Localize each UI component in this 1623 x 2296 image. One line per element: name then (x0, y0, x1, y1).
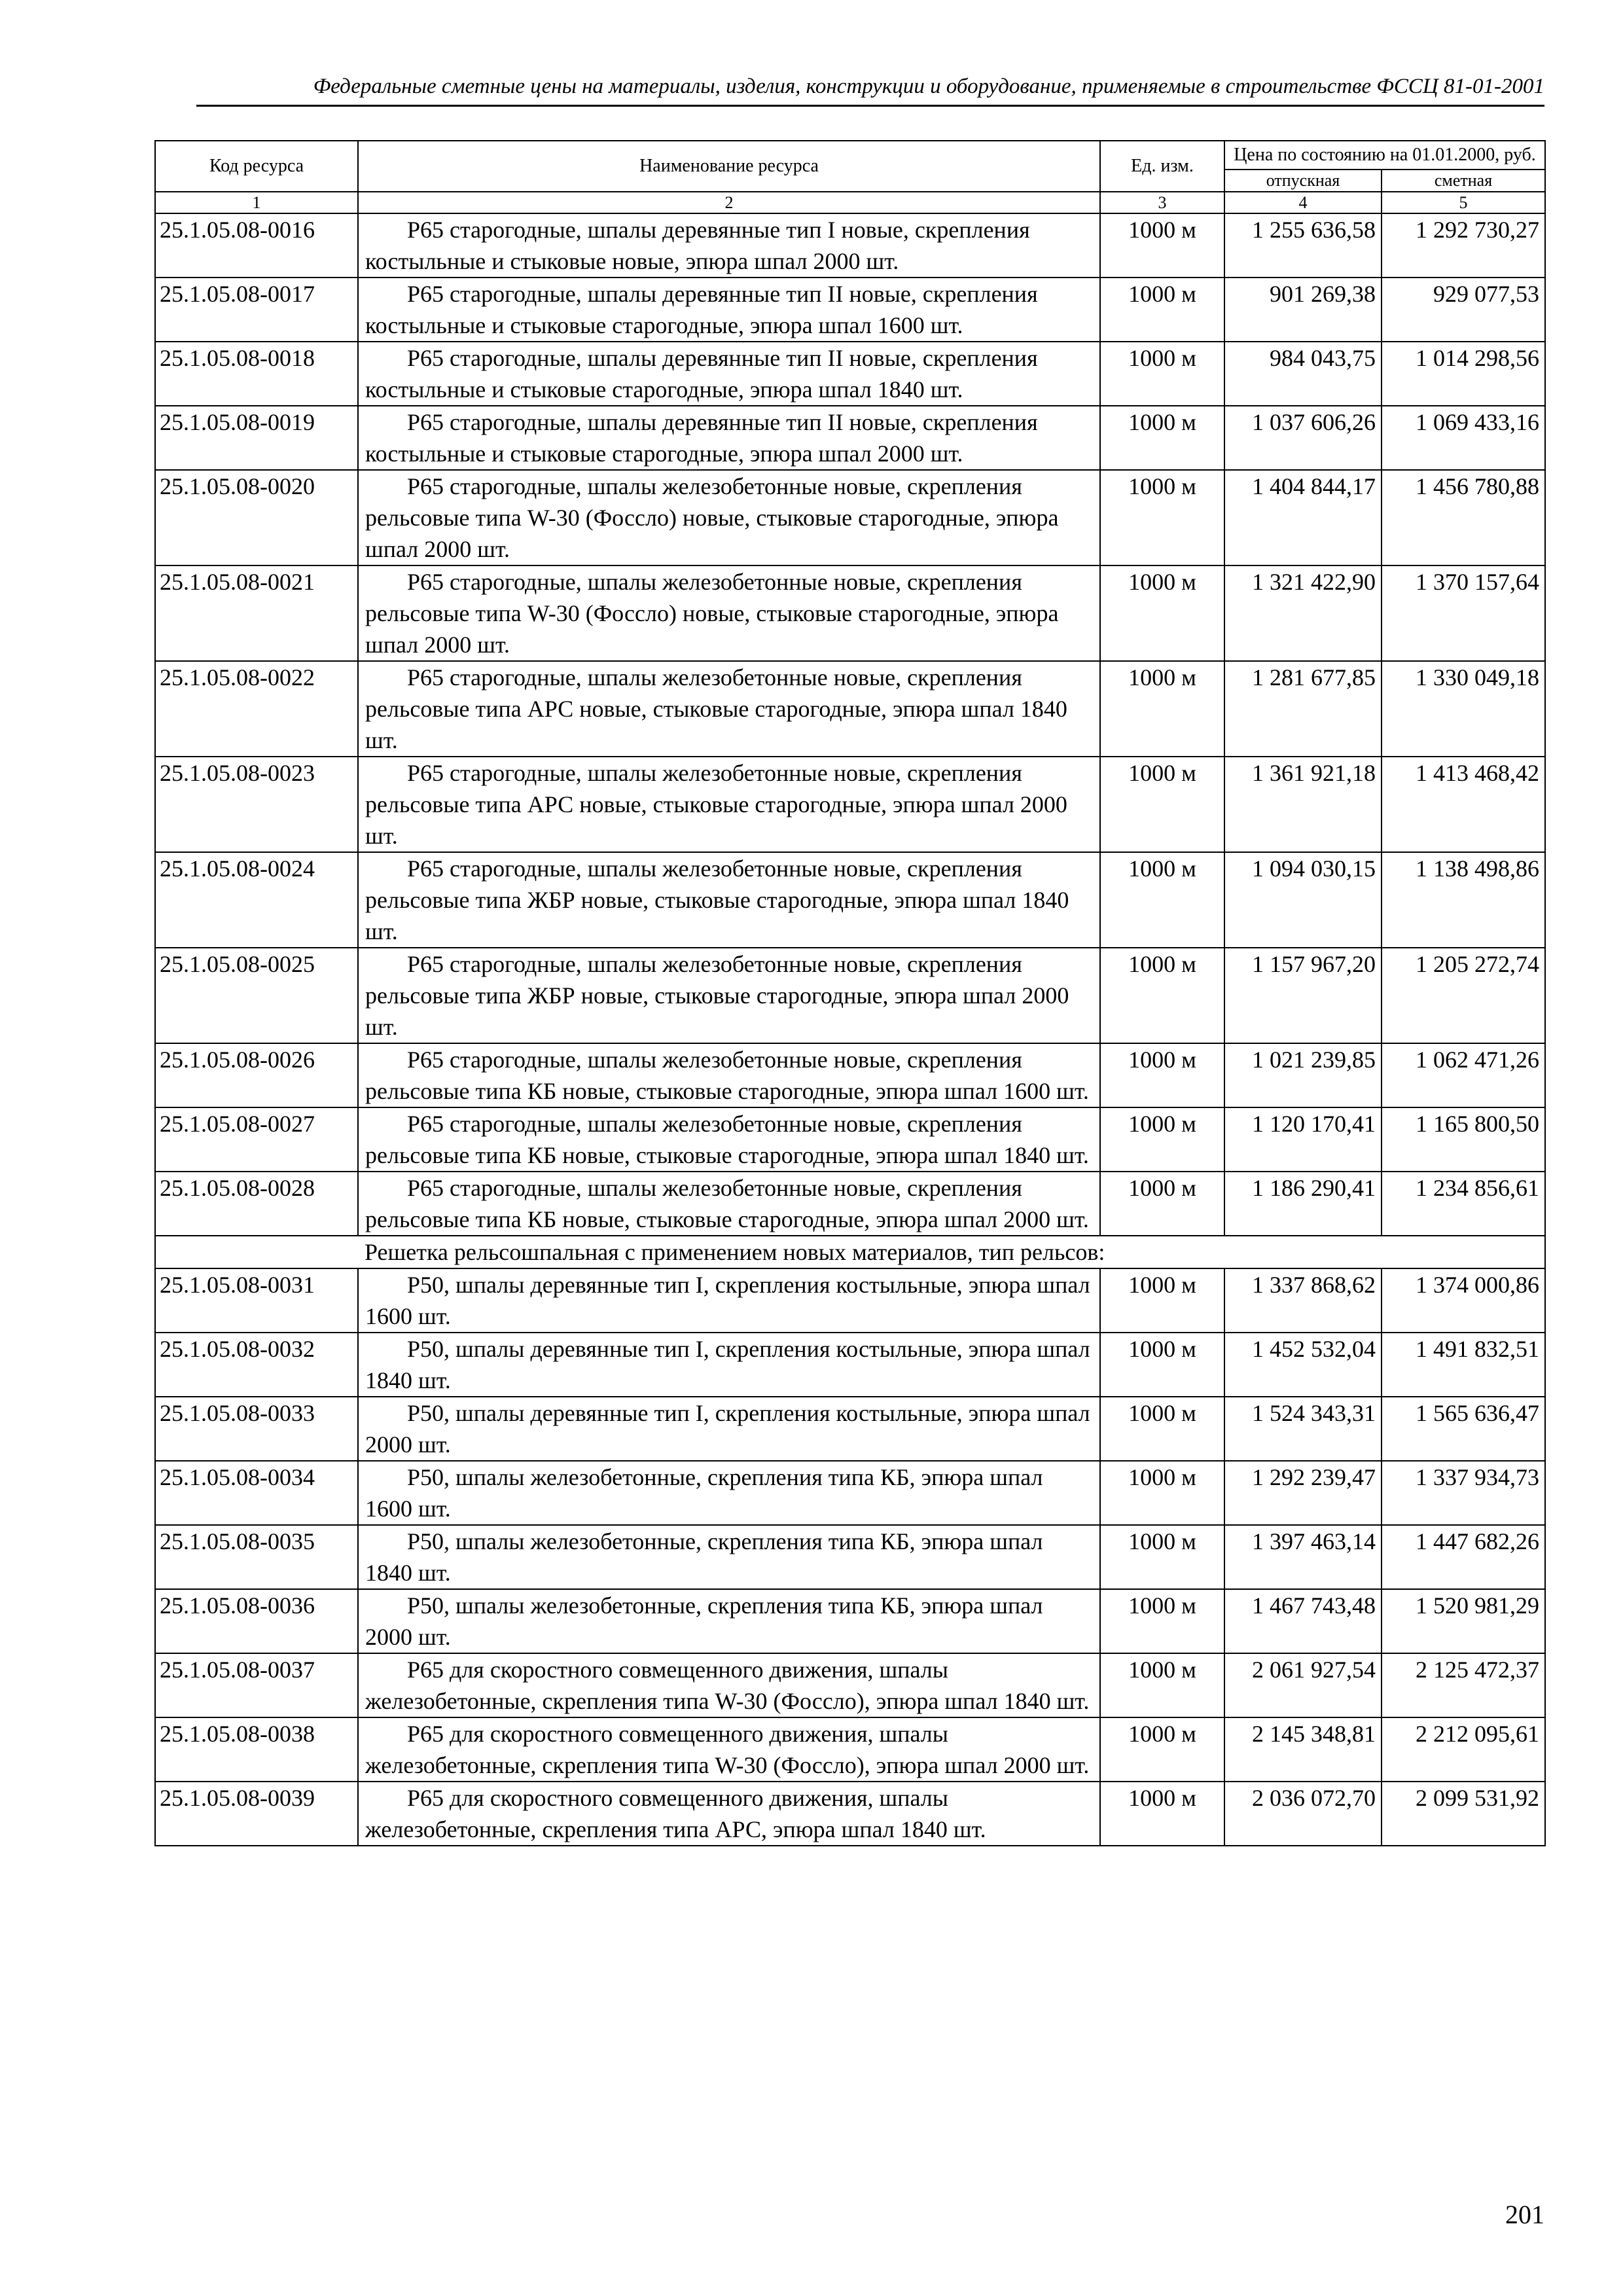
resource-name (358, 1397, 1100, 1461)
unit-of-measure: 1000 м (1100, 1782, 1224, 1846)
resource-code: 25.1.05.08-0024 (155, 852, 358, 948)
resource-name (358, 1717, 1100, 1782)
estimate-price: 1 456 780,88 (1382, 470, 1545, 565)
table-row (155, 406, 1545, 470)
table-row (155, 278, 1545, 342)
resource-name-text: Р65 старогодные, шпалы железобетонные новые, скрепления рельсовые типа АРС новые, стыковые старогодные, эпюра шпал 1840 шт. (365, 664, 1067, 753)
resource-code: 25.1.05.08-0035 (155, 1525, 358, 1589)
release-price: 1 281 677,85 (1224, 661, 1382, 757)
estimate-price: 2 099 531,92 (1382, 1782, 1545, 1846)
estimate-price: 1 165 800,50 (1382, 1107, 1545, 1172)
release-price: 1 120 170,41 (1224, 1107, 1382, 1172)
resource-code: 25.1.05.08-0017 (155, 278, 358, 342)
resource-name (358, 342, 1100, 406)
unit-of-measure: 1000 м (1100, 1043, 1224, 1107)
resource-name (358, 1782, 1100, 1846)
table-row (155, 470, 1545, 565)
table-row (155, 948, 1545, 1043)
release-price: 1 452 532,04 (1224, 1333, 1382, 1397)
unit-of-measure: 1000 м (1100, 1268, 1224, 1333)
resource-code: 25.1.05.08-0025 (155, 948, 358, 1043)
resource-code: 25.1.05.08-0034 (155, 1461, 358, 1525)
release-price: 1 467 743,48 (1224, 1589, 1382, 1653)
unit-of-measure: 1000 м (1100, 1107, 1224, 1172)
unit-of-measure: 1000 м (1100, 213, 1224, 278)
release-price: 1 404 844,17 (1224, 470, 1382, 565)
resource-name (358, 406, 1100, 470)
estimate-price: 1 330 049,18 (1382, 661, 1545, 757)
col-number-2: 2 (358, 192, 1100, 213)
resource-name-text: Р50, шпалы деревянные тип I, скрепления костыльные, эпюра шпал 1600 шт. (365, 1272, 1090, 1329)
resource-name (358, 565, 1100, 661)
table-row (155, 565, 1545, 661)
resource-code: 25.1.05.08-0037 (155, 1653, 358, 1717)
col-header-code: Код ресурса (155, 141, 358, 192)
resource-name (358, 1268, 1100, 1333)
table-row (155, 1589, 1545, 1653)
header-rule (196, 105, 1544, 107)
unit-of-measure: 1000 м (1100, 1172, 1224, 1236)
resource-code: 25.1.05.08-0039 (155, 1782, 358, 1846)
resource-name-text: Р65 старогодные, шпалы железобетонные новые, скрепления рельсовые типа ЖБР новые, стыковые старогодные, эпюра шпал 1840 шт. (365, 855, 1069, 944)
resource-name-text: Р65 старогодные, шпалы деревянные тип II новые, скрепления костыльные и стыковые старогодные, эпюра шпал 2000 шт. (365, 409, 1038, 467)
table-row (155, 852, 1545, 948)
resource-name (358, 470, 1100, 565)
col-header-estimate: сметная (1382, 170, 1545, 192)
unit-of-measure: 1000 м (1100, 757, 1224, 852)
table-row (155, 1525, 1545, 1589)
col-number-4: 4 (1224, 192, 1382, 213)
resource-name-text: Р65 старогодные, шпалы деревянные тип II новые, скрепления костыльные и стыковые старогодные, эпюра шпал 1600 шт. (365, 281, 1038, 338)
col-header-name: Наименование ресурса (358, 141, 1100, 192)
resource-code: 25.1.05.08-0032 (155, 1333, 358, 1397)
release-price: 1 292 239,47 (1224, 1461, 1382, 1525)
release-price: 1 397 463,14 (1224, 1525, 1382, 1589)
resource-name-text: Р50, шпалы железобетонные, скрепления типа КБ, эпюра шпал 1840 шт. (365, 1528, 1043, 1586)
unit-of-measure: 1000 м (1100, 948, 1224, 1043)
estimate-price: 1 565 636,47 (1382, 1397, 1545, 1461)
resource-name-text: Р65 старогодные, шпалы железобетонные новые, скрепления рельсовые типа ЖБР новые, стыковые старогодные, эпюра шпал 2000 шт. (365, 951, 1069, 1040)
table-row (155, 1333, 1545, 1397)
resource-name (358, 661, 1100, 757)
page-number: 201 (1505, 2200, 1544, 2229)
estimate-price: 1 062 471,26 (1382, 1043, 1545, 1107)
estimate-price: 1 014 298,56 (1382, 342, 1545, 406)
estimate-price: 1 292 730,27 (1382, 213, 1545, 278)
estimate-price: 1 447 682,26 (1382, 1525, 1545, 1589)
unit-of-measure: 1000 м (1100, 1333, 1224, 1397)
resource-name (358, 1107, 1100, 1172)
resource-name-text: Р50, шпалы железобетонные, скрепления типа КБ, эпюра шпал 1600 шт. (365, 1464, 1043, 1522)
release-price: 1 321 422,90 (1224, 565, 1382, 661)
resource-code: 25.1.05.08-0033 (155, 1397, 358, 1461)
release-price: 1 524 343,31 (1224, 1397, 1382, 1461)
resource-name-text: Р65 старогодные, шпалы железобетонные новые, скрепления рельсовые типа АРС новые, стыковые старогодные, эпюра шпал 2000 шт. (365, 760, 1067, 849)
release-price: 1 094 030,15 (1224, 852, 1382, 948)
section-row (155, 1236, 1545, 1268)
estimate-price: 2 125 472,37 (1382, 1653, 1545, 1717)
resource-name (358, 1333, 1100, 1397)
unit-of-measure: 1000 м (1100, 1589, 1224, 1653)
estimate-price: 1 138 498,86 (1382, 852, 1545, 948)
resource-name-text: Р65 для скоростного совмещенного движения, шпалы железобетонные, скрепления типа W-30 (Фоссло), эпюра шпал 2000 шт. (365, 1721, 1090, 1778)
estimate-price: 1 234 856,61 (1382, 1172, 1545, 1236)
resource-name-text: Р50, шпалы деревянные тип I, скрепления костыльные, эпюра шпал 2000 шт. (365, 1400, 1090, 1458)
resource-code: 25.1.05.08-0022 (155, 661, 358, 757)
resource-code: 25.1.05.08-0021 (155, 565, 358, 661)
estimate-price: 1 413 468,42 (1382, 757, 1545, 852)
unit-of-measure: 1000 м (1100, 342, 1224, 406)
table-row (155, 1717, 1545, 1782)
table-row (155, 1172, 1545, 1236)
resource-code: 25.1.05.08-0019 (155, 406, 358, 470)
table-row (155, 757, 1545, 852)
unit-of-measure: 1000 м (1100, 1653, 1224, 1717)
unit-of-measure: 1000 м (1100, 852, 1224, 948)
col-number-5: 5 (1382, 192, 1545, 213)
resource-name-text: Р65 старогодные, шпалы железобетонные новые, скрепления рельсовые типа КБ новые, стыковые старогодные, эпюра шпал 1600 шт. (365, 1047, 1089, 1104)
unit-of-measure: 1000 м (1100, 1525, 1224, 1589)
table-row (155, 342, 1545, 406)
unit-of-measure: 1000 м (1100, 1461, 1224, 1525)
resource-name-text: Р65 для скоростного совмещенного движения, шпалы железобетонные, скрепления типа АРС, эпюра шпал 1840 шт. (365, 1785, 986, 1842)
release-price: 984 043,75 (1224, 342, 1382, 406)
resource-code: 25.1.05.08-0028 (155, 1172, 358, 1236)
resource-code: 25.1.05.08-0027 (155, 1107, 358, 1172)
resource-name-text: Р50, шпалы железобетонные, скрепления типа КБ, эпюра шпал 2000 шт. (365, 1592, 1043, 1650)
unit-of-measure: 1000 м (1100, 1397, 1224, 1461)
resource-name (358, 1043, 1100, 1107)
unit-of-measure: 1000 м (1100, 661, 1224, 757)
resource-name-text: Р65 старогодные, шпалы железобетонные новые, скрепления рельсовые типа W-30 (Фоссло) новые, стыковые старогодные, эпюра шпал 2000 шт. (365, 473, 1059, 562)
estimate-price: 1 491 832,51 (1382, 1333, 1545, 1397)
resource-name-text: Р65 старогодные, шпалы деревянные тип I новые, скрепления костыльные и стыковые новые, эпюра шпал 2000 шт. (365, 217, 1030, 274)
release-price: 1 037 606,26 (1224, 406, 1382, 470)
unit-of-measure: 1000 м (1100, 278, 1224, 342)
estimate-price: 1 205 272,74 (1382, 948, 1545, 1043)
table-row (155, 1268, 1545, 1333)
release-price: 1 255 636,58 (1224, 213, 1382, 278)
resource-name-text: Р65 для скоростного совмещенного движения, шпалы железобетонные, скрепления типа W-30 (Фоссло), эпюра шпал 1840 шт. (365, 1657, 1090, 1714)
resource-code: 25.1.05.08-0026 (155, 1043, 358, 1107)
table-row (155, 213, 1545, 278)
release-price: 2 145 348,81 (1224, 1717, 1382, 1782)
section-spacer (155, 1236, 358, 1268)
resource-code: 25.1.05.08-0036 (155, 1589, 358, 1653)
running-header: Федеральные сметные цены на материалы, изделия, конструкции и оборудование, применяемые в строительстве ФССЦ 81-01-2001 (313, 75, 1544, 98)
resource-code: 25.1.05.08-0031 (155, 1268, 358, 1333)
resource-name-text: Р65 старогодные, шпалы железобетонные новые, скрепления рельсовые типа КБ новые, стыковые старогодные, эпюра шпал 1840 шт. (365, 1111, 1089, 1168)
col-number-3: 3 (1100, 192, 1224, 213)
release-price: 901 269,38 (1224, 278, 1382, 342)
resource-name (358, 1589, 1100, 1653)
resource-name (358, 852, 1100, 948)
table-row (155, 1397, 1545, 1461)
resource-code: 25.1.05.08-0016 (155, 213, 358, 278)
table-row (155, 1107, 1545, 1172)
unit-of-measure: 1000 м (1100, 565, 1224, 661)
estimate-price: 1 337 934,73 (1382, 1461, 1545, 1525)
resource-name-text: Р65 старогодные, шпалы железобетонные новые, скрепления рельсовые типа W-30 (Фоссло) новые, стыковые старогодные, эпюра шпал 2000 шт. (365, 569, 1059, 658)
resource-code: 25.1.05.08-0018 (155, 342, 358, 406)
table-row (155, 1782, 1545, 1846)
release-price: 2 061 927,54 (1224, 1653, 1382, 1717)
resource-name-text: Р65 старогодные, шпалы железобетонные новые, скрепления рельсовые типа КБ новые, стыковые старогодные, эпюра шпал 2000 шт. (365, 1175, 1089, 1232)
unit-of-measure: 1000 м (1100, 470, 1224, 565)
resource-code: 25.1.05.08-0020 (155, 470, 358, 565)
resource-name (358, 1461, 1100, 1525)
table-row (155, 1653, 1545, 1717)
estimate-price: 1 520 981,29 (1382, 1589, 1545, 1653)
unit-of-measure: 1000 м (1100, 406, 1224, 470)
col-header-unit: Ед. изм. (1100, 141, 1224, 192)
col-number-1: 1 (155, 192, 358, 213)
unit-of-measure: 1000 м (1100, 1717, 1224, 1782)
resource-name (358, 948, 1100, 1043)
resource-name (358, 1653, 1100, 1717)
resource-name (358, 278, 1100, 342)
resource-name (358, 1525, 1100, 1589)
release-price: 1 337 868,62 (1224, 1268, 1382, 1333)
col-header-release: отпускная (1224, 170, 1382, 192)
estimate-price: 1 370 157,64 (1382, 565, 1545, 661)
estimate-price: 1 069 433,16 (1382, 406, 1545, 470)
release-price: 1 186 290,41 (1224, 1172, 1382, 1236)
col-header-price-group: Цена по состоянию на 01.01.2000, руб. (1224, 141, 1545, 170)
table-row (155, 1043, 1545, 1107)
section-heading: Решетка рельсошпальная с применением новых материалов, тип рельсов: (358, 1236, 1545, 1268)
release-price: 1 157 967,20 (1224, 948, 1382, 1043)
resource-name (358, 757, 1100, 852)
table-row (155, 1461, 1545, 1525)
estimate-price: 2 212 095,61 (1382, 1717, 1545, 1782)
resource-name (358, 213, 1100, 278)
release-price: 2 036 072,70 (1224, 1782, 1382, 1846)
estimate-price: 929 077,53 (1382, 278, 1545, 342)
price-table (154, 140, 1546, 1846)
resource-name-text: Р65 старогодные, шпалы деревянные тип II новые, скрепления костыльные и стыковые старогодные, эпюра шпал 1840 шт. (365, 345, 1038, 403)
estimate-price: 1 374 000,86 (1382, 1268, 1545, 1333)
release-price: 1 021 239,85 (1224, 1043, 1382, 1107)
table-row (155, 661, 1545, 757)
resource-code: 25.1.05.08-0038 (155, 1717, 358, 1782)
resource-code: 25.1.05.08-0023 (155, 757, 358, 852)
resource-name-text: Р50, шпалы деревянные тип I, скрепления костыльные, эпюра шпал 1840 шт. (365, 1336, 1090, 1393)
resource-name (358, 1172, 1100, 1236)
release-price: 1 361 921,18 (1224, 757, 1382, 852)
